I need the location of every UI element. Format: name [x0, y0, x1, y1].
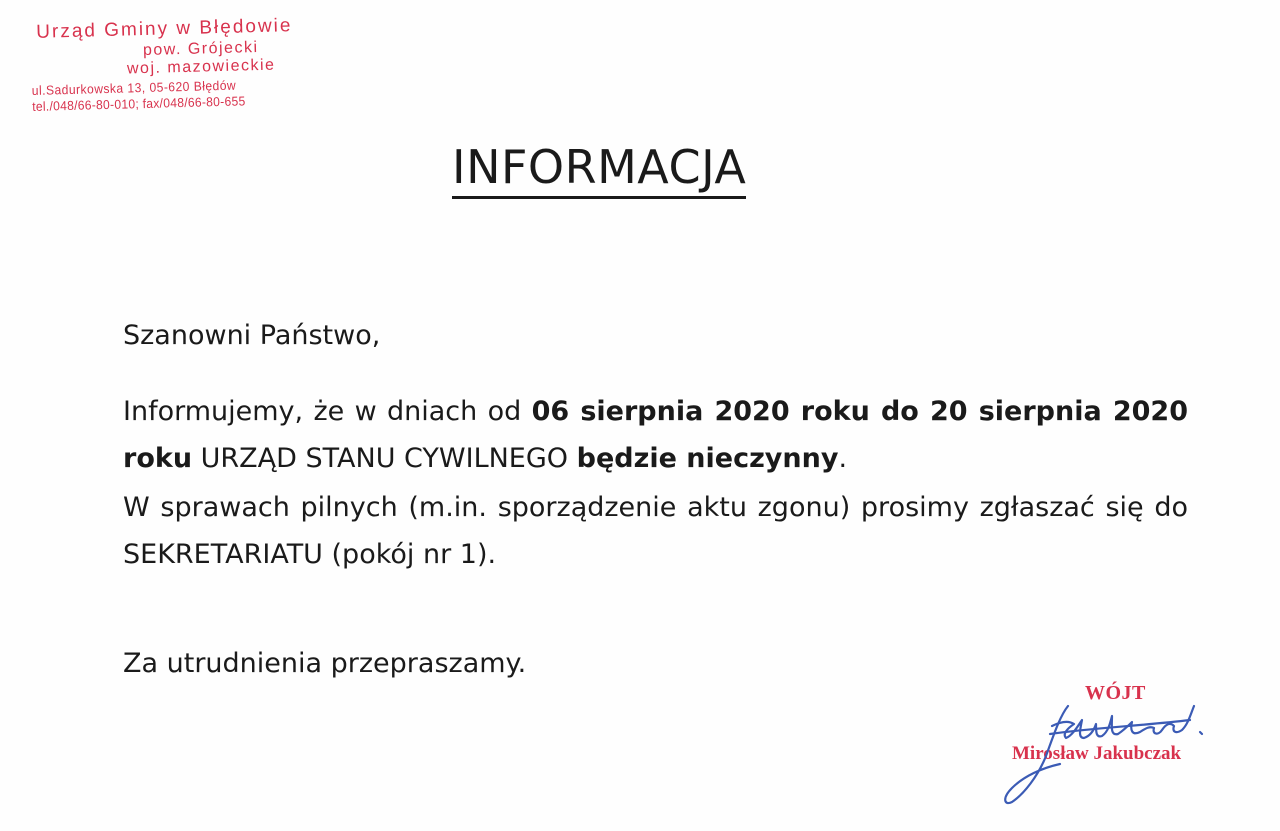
paragraph-closure-notice: [123, 388, 1188, 482]
stamp-voivodeship: woj. mazowieckie: [126, 56, 276, 78]
stamp-office-name: Urząd Gminy w Błędowie: [35, 15, 293, 43]
office-stamp: [30, 13, 372, 114]
signatory-title: WÓJT: [1085, 682, 1146, 704]
closing-line: Za utrudnienia przepraszamy.: [123, 648, 527, 679]
body-text: [123, 388, 1188, 578]
document-title: INFORMACJA: [452, 144, 746, 199]
stamp-address: ul.Sadurkowska 13, 05-620 Błędów: [31, 77, 237, 98]
closure-dates: 06 sierpnia 2020 roku do 20 sierpnia 2020 roku: [123, 396, 1188, 474]
closure-intro: Informujemy, że w dniach od: [123, 396, 532, 427]
handwritten-signature-icon: [990, 676, 1250, 816]
closure-status: będzie nieczynny: [576, 443, 839, 474]
signatory-name: Mirosław Jakubczak: [1012, 743, 1182, 764]
paragraph-urgent-matters: W sprawach pilnych (m.in. sporządzenie aktu zgonu) prosimy zgłaszać się do SEKRETARIATU (pokój nr 1).: [123, 492, 1188, 570]
stamp-county: pow. Grójecki: [142, 39, 259, 60]
stamp-phone-fax: tel./048/66-80-010; fax/048/66-80-655: [32, 93, 246, 114]
closure-office: URZĄD STANU CYWILNEGO: [192, 443, 577, 474]
signature-block: [990, 676, 1250, 816]
salutation: Szanowni Państwo,: [123, 320, 381, 351]
closure-period: .: [838, 443, 848, 474]
